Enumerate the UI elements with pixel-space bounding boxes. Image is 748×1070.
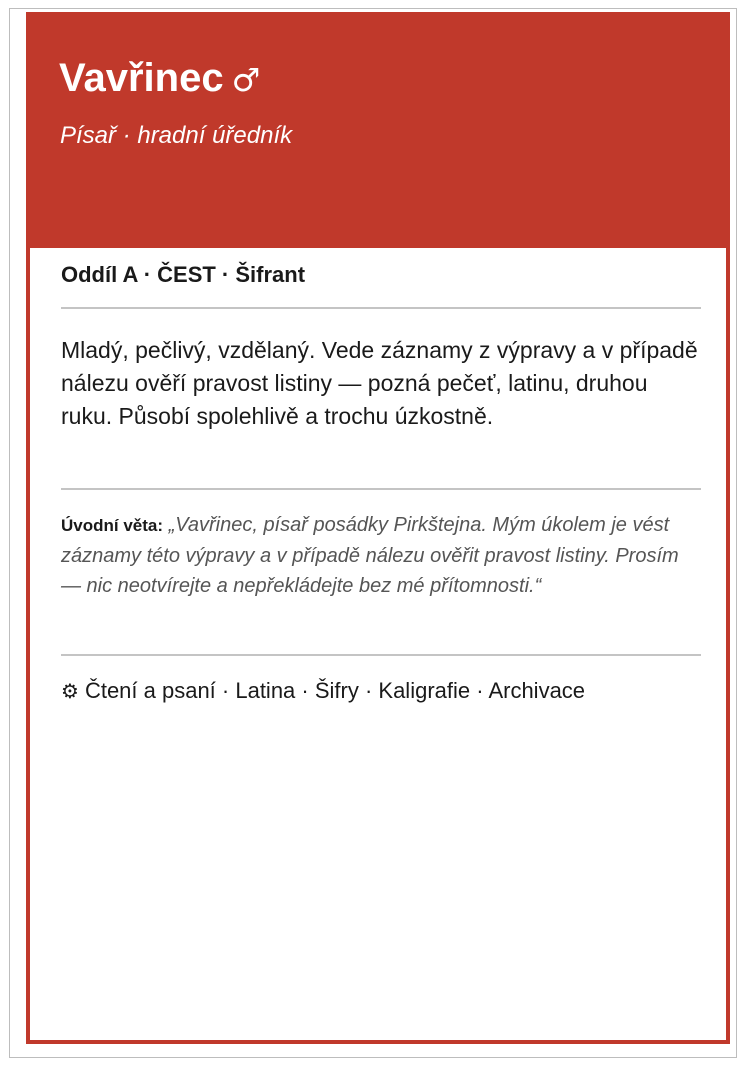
character-description: Mladý, pečlivý, vzdělaný. Vede záznamy z výpravy a v případě nálezu ověří pravost listiny — pozná pečeť, latinu, druhou ruku. Působí spolehlivě a trochu úzkostně. [61,337,698,429]
character-name-line [59,54,260,104]
divider [61,654,701,656]
character-role: Písař · hradní úředník [60,122,293,149]
intro-label: Úvodní věta: [61,516,164,535]
character-unit: Oddíl A · ČEST · Šifrant [61,262,306,287]
skills-line [61,676,701,706]
gear-icon: ⚙ [61,679,79,703]
card-header [30,16,726,248]
skills-list: Čtení a psaní · Latina · Šifry · Kaligrafie · Archivace [84,678,586,703]
divider [61,488,701,490]
character-name: Vavřinec [59,56,224,100]
intro-quote: „Vavřinec, písař posádky Pirkštejna. Mým úkolem je vést záznamy této výpravy a v případě nálezu ověřit pravost listiny. Prosím — nic neotvírejte a nepřekládejte bez mé přítomnosti.“ [61,514,679,597]
male-symbol-icon: ♂ [231,61,261,99]
character-card [26,12,730,1044]
intro-sentence [61,510,701,601]
divider [61,307,701,309]
